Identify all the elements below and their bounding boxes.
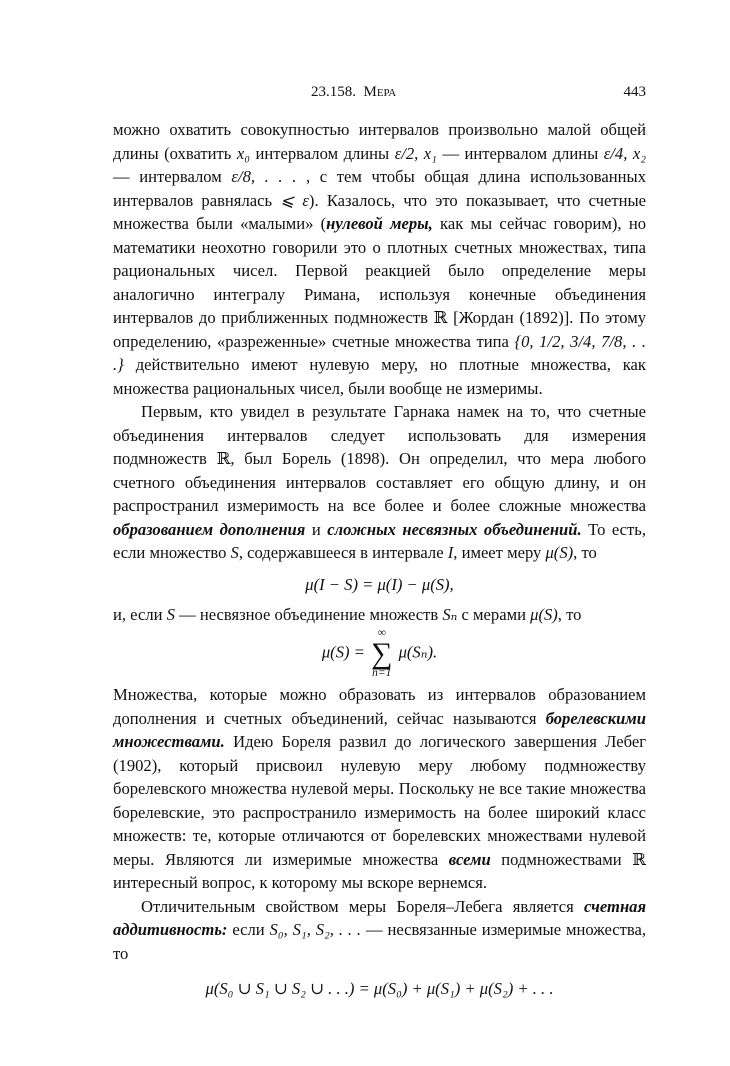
text: если [227,920,270,939]
text: , содержавшееся в интервале [238,543,448,562]
text: действительно имеют нулевую меру, но плотные множества, как множества рациональных чисел, были вообще не измеримы. [113,355,646,398]
text: как мы сейчас говорим), но математики неохотно говорили это о плотных счетных множествах, типа рациональных чисел. Первой реакцией было определение меры аналогично интегралу Римана, используя конечные объединения интервалов до приближенных подмножеств ℝ [Жордан (1892)]. По этому определению, «разреженные» счетные множества типа [113,214,646,351]
sum-lower-limit: n=1 [372,666,392,679]
text: Первым, кто увидел в результате Гарнака намек на то, что счетные объединения интервалов следует использовать для измерения подмножеств ℝ, был Борель (1898). Он определил, что мера любого счетного объединения интервалов составляет его общую длину, и он распространил измеримость на все более и более сложные множества [113,402,646,515]
emphasis: сложных несвязных объединений. [327,519,582,539]
formula-complement-measure: μ(I − S) = μ(I) − μ(S), [305,574,454,594]
text: , то [573,543,597,562]
paragraph-5 [113,895,646,966]
math-inline: ⩽ ε [280,190,309,210]
section-title: Мера [363,84,397,100]
math-inline: I [447,543,454,562]
text: , имеет меру [453,543,546,562]
math-inline: S [166,604,175,624]
paragraph-1 [113,118,646,400]
math-inline: ε/4, x₂ [603,143,646,163]
sum-upper-limit: ∞ [377,627,386,639]
paragraph-2 [113,400,646,565]
text: — интервалом длины [436,143,604,163]
text: и [305,519,328,539]
running-title [311,84,396,101]
math-inline: {0, 1/2, 3/4, 7/8, . . .} [113,331,646,374]
emphasis: борелевскими множествами. [113,708,646,751]
formula-rhs: μ(Sₙ). [398,642,438,662]
text: с тем чтобы общая длина использованных интервалов равнялась [113,167,646,210]
math-inline: ε/2, x₁ [394,143,437,163]
emphasis: всеми [448,849,491,869]
summation [371,628,392,679]
formula-countable-sum [113,626,646,683]
section-number: 23.158. [311,84,356,100]
text: с мерами [457,604,531,624]
text: Множества, которые можно образовать из интервалов образованием дополнения и счетных объединений, сейчас называются [113,685,646,728]
page-number: 443 [623,84,646,100]
text: можно охватить совокупностью интервалов произвольно малой общей длины (охватить [113,120,646,163]
sigma-symbol: ∑ [371,636,393,670]
formula-lhs: μ(S) = [321,642,365,662]
text: — несвязанные измеримые множества, то [113,920,646,963]
text: , то [557,604,582,624]
text: интервалом длины [250,143,395,163]
math-inline: ε/8, . . . , [231,167,311,186]
text: Отличительным свойством меры Бореля–Лебега является [141,896,585,916]
text: Идею Бореля развил до логического завершения Лебег (1902), который присвоил нулевую меру любому подмножеству борелевского множества нулевой меры. Поскольку не все такие множества борелевские, это распространило измеримость на более широкий класс множеств: те, которые отличаются от борелевских множествами нулевой меры. Являются ли измеримые множества [113,732,646,869]
math-inline: Sₙ [442,604,458,624]
paragraph-4 [113,683,646,895]
math-inline: μ(S) [530,604,558,624]
math-inline: S [230,543,239,562]
math-inline: x₀ [236,143,250,163]
text: — интервалом [113,167,232,186]
text: и, если [113,604,167,624]
text: То есть, если множество [113,519,647,562]
formula-countable-additivity: μ(S₀ ∪ S₁ ∪ S₂ ∪ . . .) = μ(S₀) + μ(S₁) + μ(S₂) + . . . [205,979,554,998]
text: ). Казалось, что это показывает, что счетные множества были «малыми» ( [113,190,647,233]
emphasis: счетная аддитивность: [113,896,646,939]
text: подмножествами ℝ интересный вопрос, к которому мы вскоре вернемся. [113,849,646,892]
math-inline: S₀, S₁, S₂, . . . [269,920,362,939]
math-inline: μ(S) [545,543,574,562]
text: — несвязное объединение множеств [174,604,443,624]
page-body [113,118,646,999]
running-header [113,84,646,106]
paragraph-3 [113,603,646,627]
emphasis: нулевой меры, [326,214,433,233]
emphasis: образованием дополнения [113,519,306,539]
